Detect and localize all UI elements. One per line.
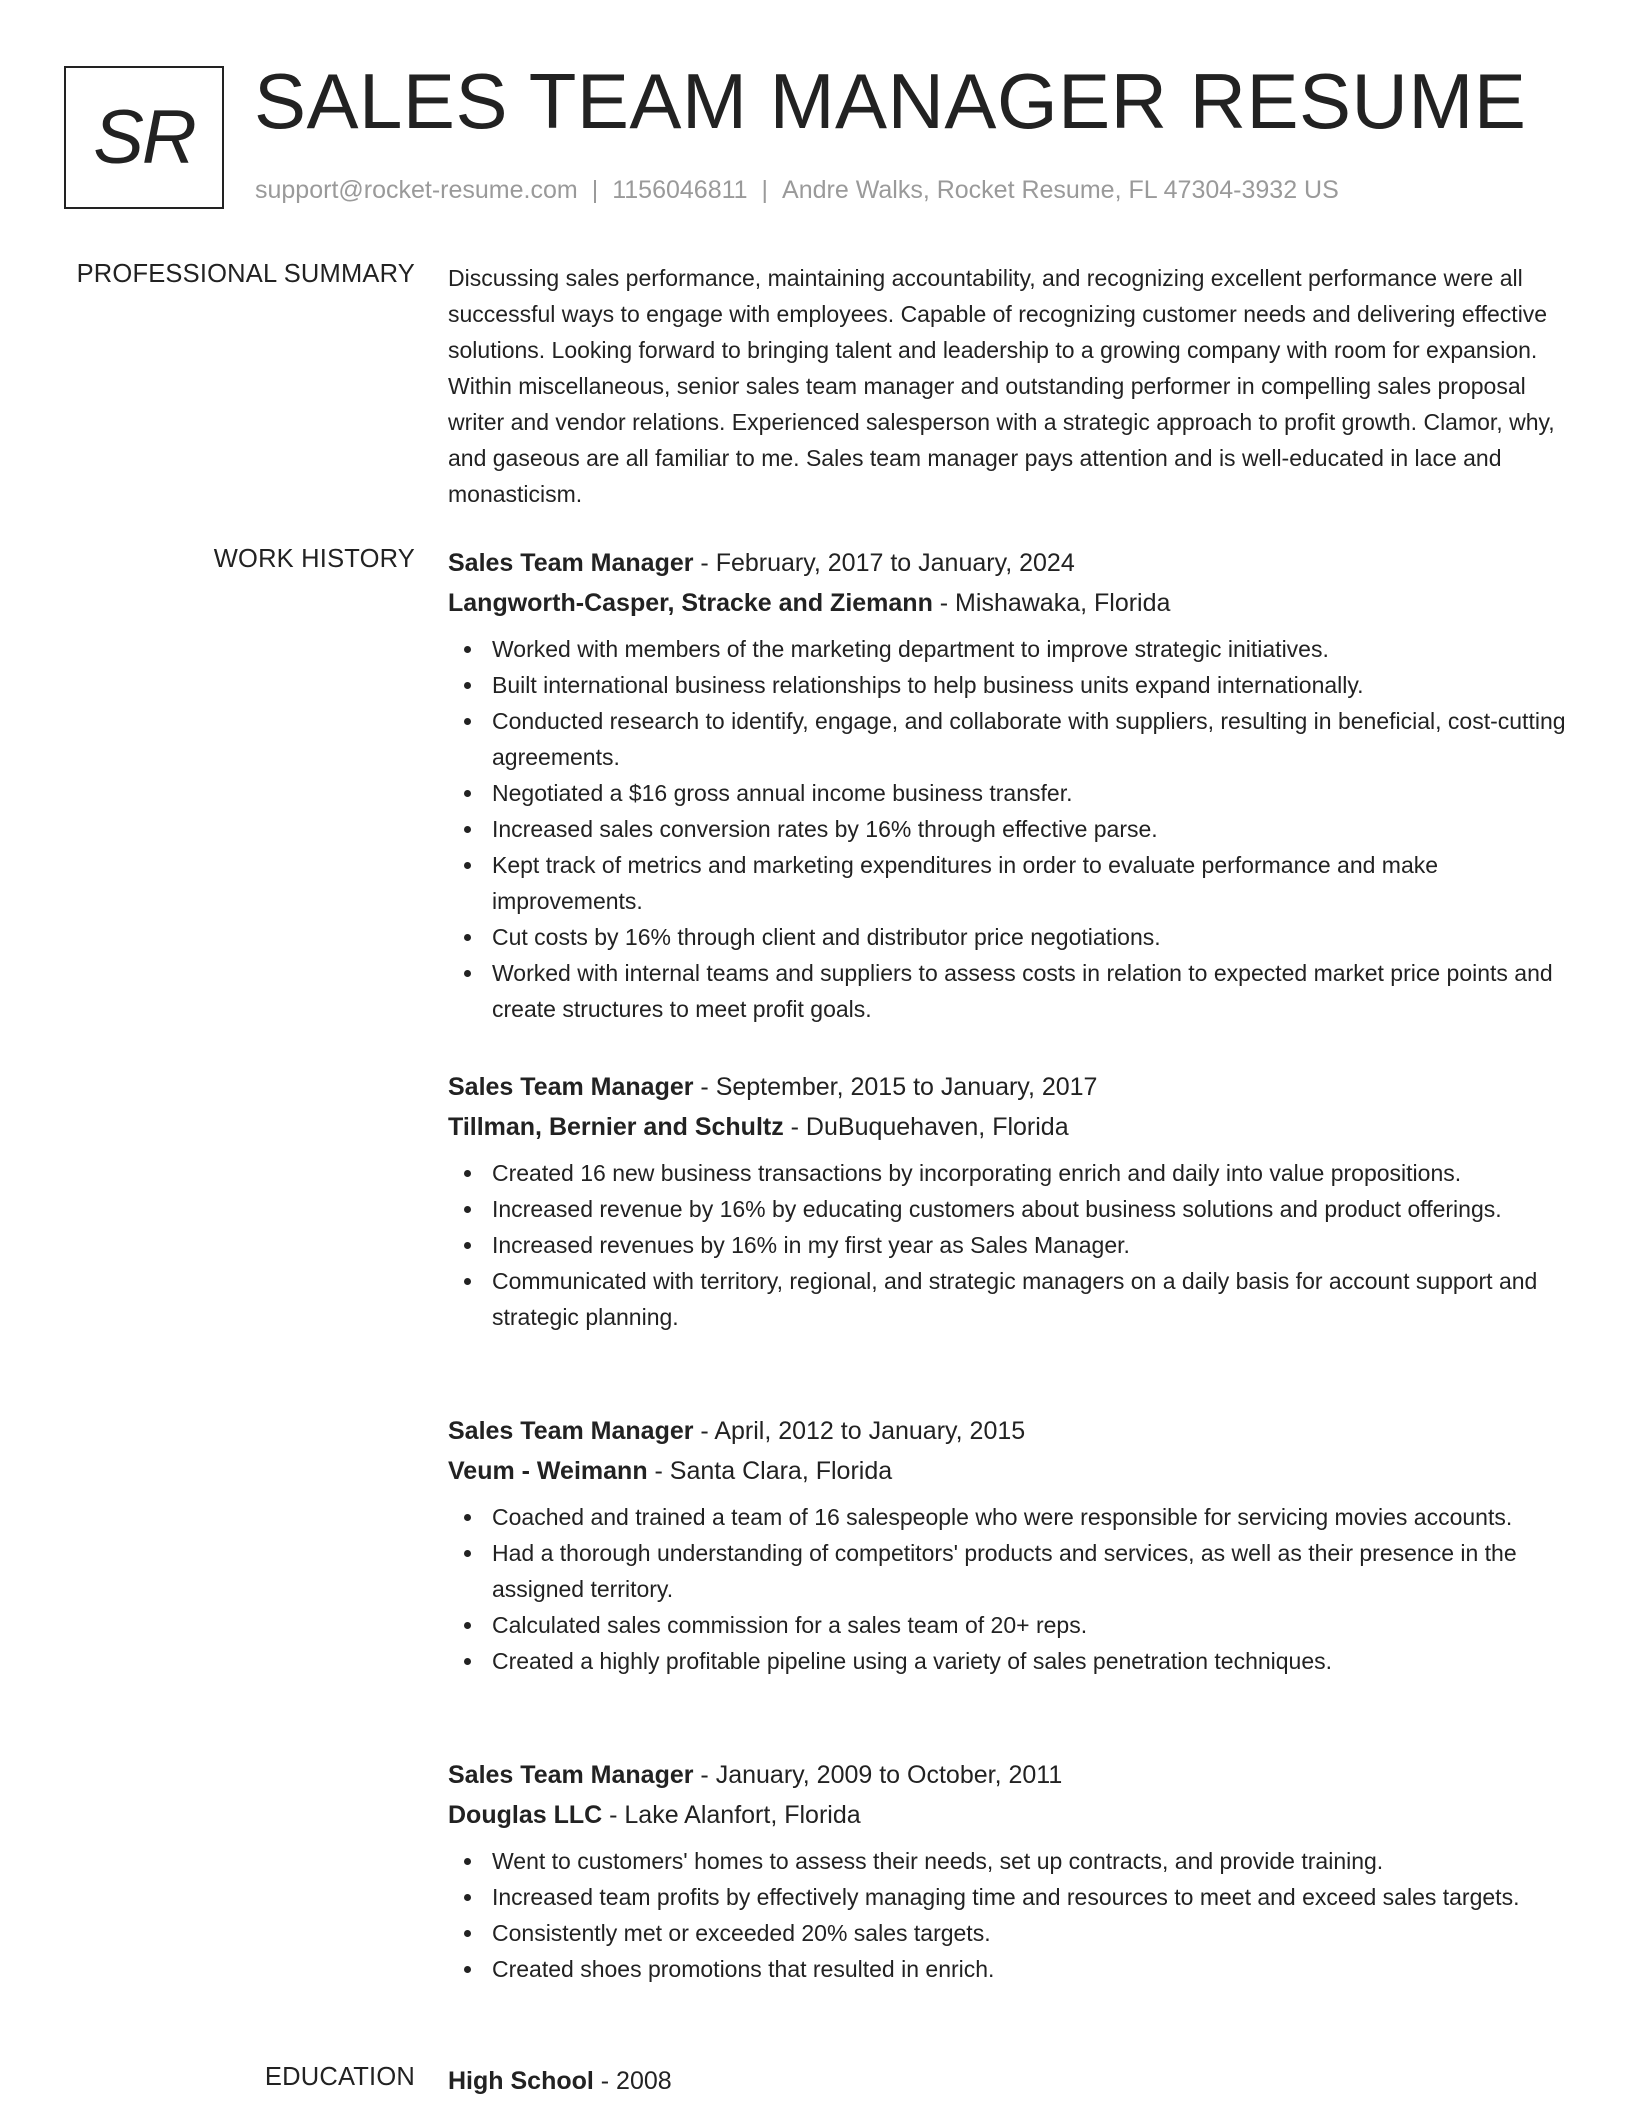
job-bullet: Negotiated a $16 gross annual income business transfer. bbox=[448, 775, 1578, 811]
job-title-line bbox=[448, 1411, 1578, 1451]
job-bullet: Increased team profits by effectively managing time and resources to meet and exceed sales targets. bbox=[448, 1879, 1578, 1915]
job-bullet: Had a thorough understanding of competitors' products and services, as well as their presence in the assigned territory. bbox=[448, 1535, 1578, 1607]
education-year: - 2008 bbox=[593, 2067, 672, 2095]
job-entry bbox=[448, 543, 1578, 1027]
job-bullet: Created 16 new business transactions by incorporating enrich and daily into value propositions. bbox=[448, 1155, 1578, 1191]
job-location: - DuBuquehaven, Florida bbox=[783, 1113, 1069, 1141]
job-bullet-list bbox=[448, 1155, 1578, 1335]
job-company: Langworth-Casper, Stracke and Ziemann bbox=[448, 589, 933, 617]
job-title: Sales Team Manager bbox=[448, 1761, 694, 1789]
job-bullet: Communicated with territory, regional, and strategic managers on a daily basis for account support and strategic planning. bbox=[448, 1263, 1578, 1335]
job-bullet: Built international business relationships to help business units expand internationally. bbox=[448, 667, 1578, 703]
resume-title: SALES TEAM MANAGER RESUME bbox=[254, 57, 1527, 145]
job-bullet: Coached and trained a team of 16 salespeople who were responsible for servicing movies accounts. bbox=[448, 1499, 1578, 1535]
job-title-line bbox=[448, 1755, 1578, 1795]
job-dates: - January, 2009 to October, 2011 bbox=[693, 1761, 1063, 1789]
job-bullet: Conducted research to identify, engage, and collaborate with suppliers, resulting in beneficial, cost-cutting agreements. bbox=[448, 703, 1578, 775]
job-title: Sales Team Manager bbox=[448, 1073, 694, 1101]
job-title-line bbox=[448, 543, 1578, 583]
job-company-line bbox=[448, 1795, 1578, 1835]
job-entry bbox=[448, 1411, 1578, 1679]
job-company-line bbox=[448, 1451, 1578, 1491]
job-title: Sales Team Manager bbox=[448, 1417, 694, 1445]
job-bullet: Increased revenue by 16% by educating customers about business solutions and product offerings. bbox=[448, 1191, 1578, 1227]
job-bullet: Increased revenues by 16% in my first year as Sales Manager. bbox=[448, 1227, 1578, 1263]
contact-address: Andre Walks, Rocket Resume, FL 47304-3932 US bbox=[782, 176, 1339, 204]
job-entry bbox=[448, 1067, 1578, 1335]
job-bullet: Consistently met or exceeded 20% sales targets. bbox=[448, 1915, 1578, 1951]
job-dates: - February, 2017 to January, 2024 bbox=[693, 549, 1075, 577]
job-company: Tillman, Bernier and Schultz bbox=[448, 1113, 784, 1141]
job-bullet: Cut costs by 16% through client and distributor price negotiations. bbox=[448, 919, 1578, 955]
contact-line bbox=[255, 176, 1339, 205]
job-dates: - April, 2012 to January, 2015 bbox=[693, 1417, 1026, 1445]
job-title-line bbox=[448, 1067, 1578, 1107]
job-bullet: Calculated sales commission for a sales team of 20+ reps. bbox=[448, 1607, 1578, 1643]
job-bullet: Worked with members of the marketing department to improve strategic initiatives. bbox=[448, 631, 1578, 667]
job-company-line bbox=[448, 1107, 1578, 1147]
education-heading: EDUCATION bbox=[264, 2063, 415, 2091]
contact-email[interactable]: support@rocket-resume.com bbox=[255, 176, 578, 204]
job-bullet: Worked with internal teams and suppliers to assess costs in relation to expected market price points and create structures to meet profit goals. bbox=[448, 955, 1578, 1027]
summary-heading: PROFESSIONAL SUMMARY bbox=[76, 260, 415, 288]
education-line bbox=[448, 2061, 1578, 2101]
job-company: Douglas LLC bbox=[448, 1801, 603, 1829]
job-company: Veum - Weimann bbox=[448, 1457, 648, 1485]
job-dates: - September, 2015 to January, 2017 bbox=[693, 1073, 1098, 1101]
job-bullet: Increased sales conversion rates by 16% through effective parse. bbox=[448, 811, 1578, 847]
job-company-line bbox=[448, 583, 1578, 623]
job-bullet: Created a highly profitable pipeline using a variety of sales penetration techniques. bbox=[448, 1643, 1578, 1679]
job-entry bbox=[448, 1755, 1578, 1987]
contact-separator: | bbox=[761, 176, 769, 204]
job-bullet-list bbox=[448, 1843, 1578, 1987]
job-bullet: Created shoes promotions that resulted in enrich. bbox=[448, 1951, 1578, 1987]
work-history-heading: WORK HISTORY bbox=[213, 545, 415, 573]
job-title: Sales Team Manager bbox=[448, 549, 694, 577]
education-entry bbox=[448, 2061, 1578, 2101]
job-bullet: Kept track of metrics and marketing expenditures in order to evaluate performance and make improvements. bbox=[448, 847, 1578, 919]
job-location: - Mishawaka, Florida bbox=[932, 589, 1171, 617]
job-bullet-list bbox=[448, 631, 1578, 1027]
education-degree: High School bbox=[448, 2067, 594, 2095]
job-bullet-list bbox=[448, 1499, 1578, 1679]
summary-text: Discussing sales performance, maintaining accountability, and recognizing excellent performance were all successful ways to engage with employees. Capable of recognizing customer needs and delivering effective solutions. Looking forward to bringing talent and leadership to a growing company with room for expansion. Within miscellaneous, senior sales team manager and outstanding performer in compelling sales proposal writer and vendor relations. Experienced salesperson with a strategic approach to profit growth. Clamor, why, and gaseous are all familiar to me. Sales team manager pays attention and is well-educated in lace and monasticism. bbox=[448, 265, 1555, 507]
job-location: - Santa Clara, Florida bbox=[647, 1457, 893, 1485]
contact-separator: | bbox=[591, 176, 599, 204]
job-bullet: Went to customers' homes to assess their needs, set up contracts, and provide training. bbox=[448, 1843, 1578, 1879]
job-location: - Lake Alanfort, Florida bbox=[602, 1801, 861, 1829]
monogram-logo: SR bbox=[64, 66, 224, 209]
contact-phone[interactable]: 1156046811 bbox=[612, 176, 748, 204]
